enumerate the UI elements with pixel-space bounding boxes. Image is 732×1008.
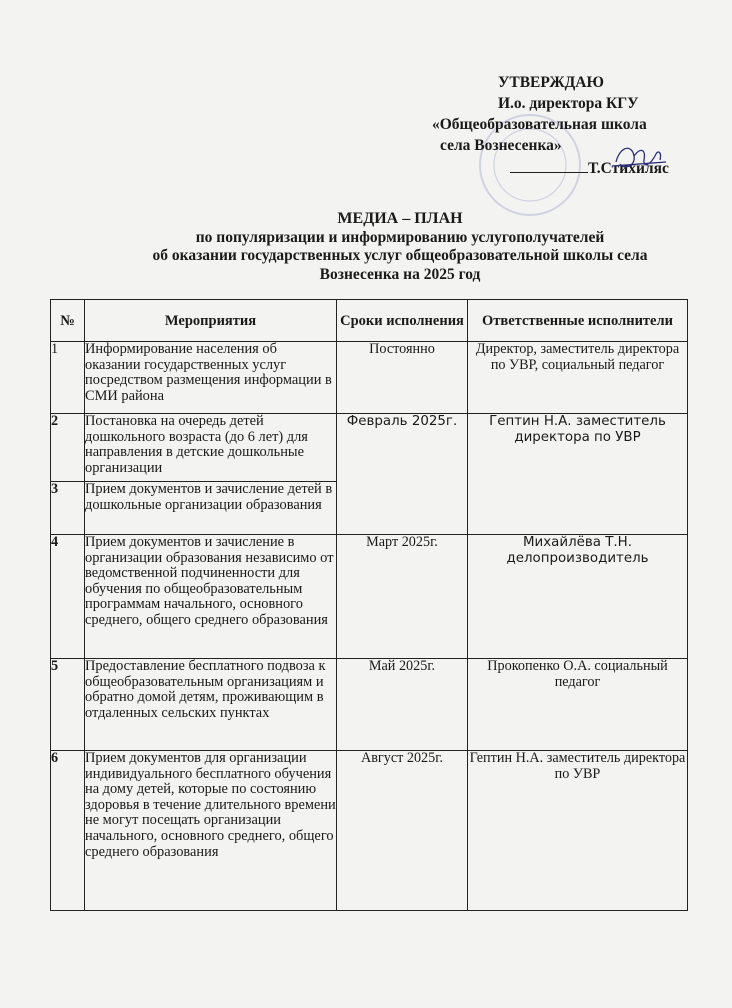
row-activity: Прием документов и зачисление детей в дошкольные организации образования	[85, 482, 337, 535]
row-num: 3	[51, 482, 85, 535]
row-deadline: Постоянно	[337, 342, 468, 414]
header-activity: Мероприятия	[85, 300, 337, 342]
row-deadline: Март 2025г.	[337, 535, 468, 659]
row-activity: Прием документов для организации индивидуального бесплатного обучения на дому детей, которые по состоянию здоровья в течение длительного времени не могут посещать организации начального, основного среднего, общего среднего образования	[85, 751, 337, 911]
media-plan-table	[50, 299, 688, 911]
document-title	[80, 210, 720, 284]
row-num: 5	[51, 659, 85, 751]
title-line-4: Вознесенка на 2025 год	[319, 265, 481, 283]
signature-underline	[510, 158, 588, 173]
header-num: №	[51, 300, 85, 342]
signatory-name: Т.Стихиляс	[588, 160, 669, 177]
row-num: 4	[51, 535, 85, 659]
row-activity: Предоставление бесплатного подвоза к общеобразовательным организациям и обратно домой детям, проживающим в отдаленных сельских пунктах	[85, 659, 337, 751]
table-header-row	[51, 300, 688, 342]
title-heading: МЕДИА – ПЛАН	[337, 210, 463, 227]
row-deadline: Февраль 2025г.	[337, 414, 468, 535]
table-row	[51, 751, 688, 911]
approval-block	[420, 72, 700, 179]
table-row	[51, 342, 688, 414]
approval-heading: УТВЕРЖДАЮ	[498, 74, 604, 91]
header-responsible: Ответственные исполнители	[468, 300, 688, 342]
row-responsible: Гептин Н.А. заместитель директора по УВР	[468, 414, 688, 535]
row-num: 2	[51, 414, 85, 482]
table-row	[51, 535, 688, 659]
signature-line	[420, 158, 700, 179]
table-row	[51, 659, 688, 751]
approval-org-line1: «Общеобразовательная школа	[432, 116, 647, 133]
row-responsible: Директор, заместитель директора по УВР, социальный педагог	[468, 342, 688, 414]
title-line-3: об оказании государственных услуг общеобразовательной школы села	[152, 247, 648, 264]
signature-icon	[610, 142, 670, 174]
row-responsible: Михайлёва Т.Н. делопроизводитель	[468, 535, 688, 659]
header-deadline: Сроки исполнения	[337, 300, 468, 342]
row-num: 6	[51, 751, 85, 911]
row-num: 1	[51, 342, 85, 414]
row-deadline: Май 2025г.	[337, 659, 468, 751]
row-deadline: Август 2025г.	[337, 751, 468, 911]
row-responsible: Гептин Н.А. заместитель директора по УВР	[468, 751, 688, 911]
approval-org-line2: села Вознесенка»	[440, 137, 562, 154]
row-activity: Прием документов и зачисление в организации образования независимо от ведомственной подчиненности для обучения по общеобразовательным программам начального, основного среднего, общего среднего образования	[85, 535, 337, 659]
approval-position: И.о. директора КГУ	[498, 95, 639, 112]
row-responsible: Прокопенко О.А. социальный педагог	[468, 659, 688, 751]
table-row	[51, 414, 688, 482]
title-line-2: по популяризации и информированию услугополучателей	[195, 228, 605, 246]
row-activity: Информирование населения об оказании государственных услуг посредством размещения информации в СМИ района	[85, 342, 337, 414]
row-activity: Постановка на очередь детей дошкольного возраста (до 6 лет) для направления в детские дошкольные организации	[85, 414, 337, 482]
